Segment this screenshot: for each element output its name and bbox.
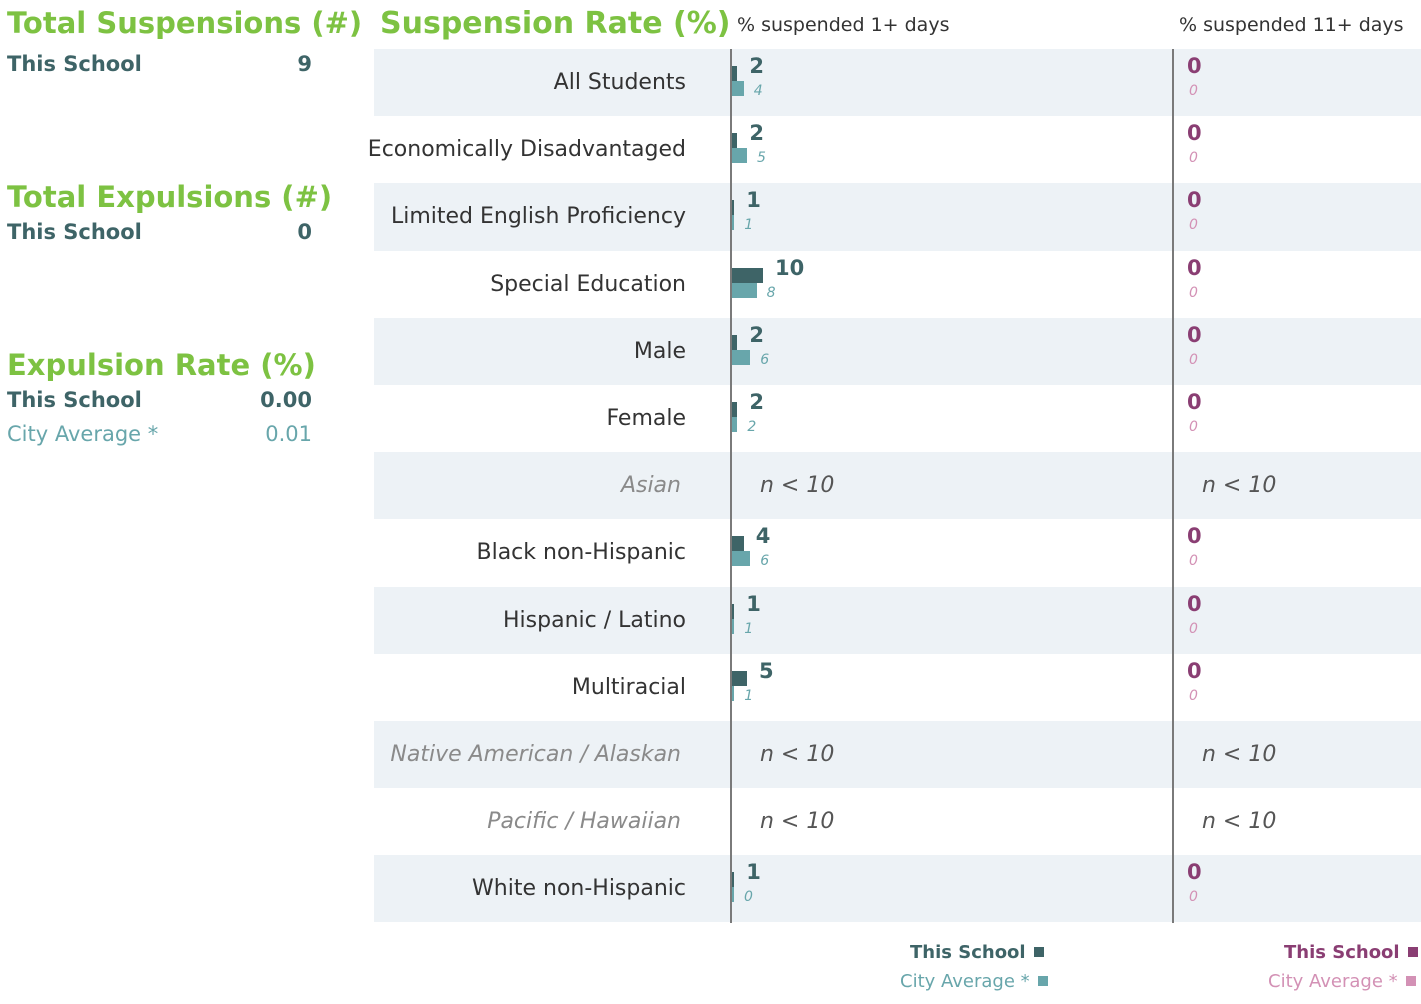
value-city-11-days: 0	[1189, 83, 1198, 99]
value-school-1-day: 1	[746, 591, 761, 616]
category-label: Multiracial	[571, 674, 686, 700]
chart-title: Suspension Rate (%)	[380, 6, 731, 41]
value-city-11-days: 0	[1189, 620, 1198, 637]
value-school-1-day: 5	[759, 658, 774, 683]
chart-row	[374, 183, 1421, 250]
column-header-11-days: % suspended 11+ days	[1179, 14, 1404, 36]
value-school-11-days: 0	[1187, 524, 1202, 549]
value-city-1-day: 2	[747, 418, 757, 435]
value-city-1-day: 5	[757, 150, 766, 167]
chart-row	[374, 855, 1421, 922]
legend-school-11-days-label: This School	[1284, 942, 1400, 963]
chart-row	[374, 587, 1421, 654]
chart-rows	[367, 49, 1421, 922]
category-label: White non-Hispanic	[472, 876, 686, 902]
value-school-11-days: 0	[1187, 389, 1202, 414]
value-school-11-days: 0	[1187, 54, 1202, 78]
value-school-11-days: 0	[1187, 255, 1202, 280]
category-label: Pacific / Hawaiian	[487, 809, 681, 835]
legend-school-1-day-swatch	[1034, 947, 1044, 957]
total-expulsions-label: This School	[7, 220, 142, 244]
total-suspensions-label: This School	[7, 52, 142, 76]
legend-city-1-day-label: City Average *	[900, 971, 1030, 992]
expulsion-rate-title: Expulsion Rate (%)	[7, 348, 316, 382]
legend-school-1-day-label: This School	[910, 942, 1026, 963]
value-city-1-day: 1	[744, 620, 754, 637]
value-city-11-days: 0	[1189, 284, 1198, 301]
expulsion-rate-city-label: City Average *	[7, 422, 159, 446]
category-label: Native American / Alaskan	[390, 741, 681, 767]
legend-city-11-days-swatch	[1406, 976, 1416, 986]
value-city-1-day: 1	[744, 217, 754, 234]
bar-city-1-day	[731, 350, 750, 365]
bar-city-1-day	[731, 283, 757, 298]
category-label: Special Education	[490, 271, 686, 297]
suppressed-label-11-days: n < 10	[1202, 809, 1277, 835]
value-city-11-days: 0	[1189, 351, 1198, 368]
legend-city-11-days-label: City Average *	[1268, 971, 1398, 992]
legend-school-11-days-swatch	[1408, 947, 1418, 957]
bar-school-1-day	[731, 536, 744, 551]
expulsion-rate-city-value: 0.01	[265, 422, 312, 446]
total-expulsions-row	[7, 220, 312, 244]
category-label: Economically Disadvantaged	[367, 137, 686, 163]
axis-11-days	[1172, 49, 1174, 923]
column-header-1-day: % suspended 1+ days	[737, 14, 950, 36]
value-school-1-day: 2	[749, 121, 765, 146]
category-label: All Students	[553, 70, 686, 95]
bar-city-1-day	[731, 81, 744, 96]
value-school-1-day: 2	[749, 389, 765, 414]
category-label: Limited English Proficiency	[390, 204, 686, 230]
suppressed-label-1-day: n < 10	[760, 473, 835, 499]
suppressed-label-1-day: n < 10	[760, 809, 835, 835]
bar-city-1-day	[731, 148, 747, 163]
legend-city-1-day	[900, 971, 1048, 992]
value-city-1-day: 0	[744, 889, 753, 906]
total-suspensions-row	[7, 52, 312, 76]
bar-school-1-day	[731, 671, 747, 686]
legend-school-11-days	[1284, 942, 1418, 963]
suppressed-label-1-day: n < 10	[760, 741, 835, 767]
bar-city-1-day	[731, 551, 750, 566]
chart-row	[374, 721, 1421, 788]
value-city-11-days: 0	[1189, 889, 1198, 906]
chart-row	[374, 654, 1421, 721]
value-city-11-days: 0	[1189, 418, 1198, 435]
value-city-11-days: 0	[1189, 217, 1198, 234]
value-school-11-days: 0	[1187, 591, 1202, 616]
category-label: Black non-Hispanic	[476, 540, 686, 566]
value-city-11-days: 0	[1189, 150, 1198, 167]
category-label: Asian	[620, 473, 681, 499]
value-city-1-day: 4	[753, 83, 763, 99]
total-expulsions-value: 0	[297, 220, 312, 244]
suppressed-label-11-days: n < 10	[1202, 473, 1277, 499]
chart-row	[374, 49, 1421, 116]
value-school-11-days: 0	[1187, 658, 1202, 683]
expulsion-rate-school-row	[7, 388, 312, 412]
value-school-11-days: 0	[1187, 860, 1202, 885]
bar-school-1-day	[731, 268, 763, 283]
value-school-1-day: 4	[755, 524, 771, 549]
axis-1-day	[730, 49, 732, 923]
value-school-11-days: 0	[1187, 188, 1202, 213]
expulsion-rate-school-label: This School	[7, 388, 142, 412]
expulsion-rate-city-row	[7, 422, 312, 446]
value-city-11-days: 0	[1189, 687, 1198, 704]
category-label: Hispanic / Latino	[503, 607, 686, 633]
suppressed-label-11-days: n < 10	[1202, 741, 1277, 767]
value-school-11-days: 0	[1187, 322, 1202, 347]
value-city-1-day: 6	[760, 351, 770, 368]
expulsion-rate-school-value: 0.00	[260, 388, 312, 412]
category-label: Female	[606, 405, 686, 431]
chart-row	[374, 788, 1421, 855]
value-city-1-day: 6	[760, 553, 770, 570]
total-expulsions-title: Total Expulsions (#)	[7, 180, 333, 214]
chart-row	[367, 116, 1421, 183]
value-school-1-day: 2	[749, 54, 765, 78]
value-school-1-day: 1	[746, 188, 761, 213]
total-suspensions-value: 9	[297, 52, 312, 76]
value-city-1-day: 8	[766, 284, 776, 301]
chart-row	[374, 251, 1421, 318]
chart-row	[374, 519, 1421, 586]
legend-school-1-day	[910, 942, 1044, 963]
value-school-1-day: 1	[746, 860, 761, 885]
value-school-1-day: 10	[775, 255, 805, 280]
chart-row	[374, 385, 1421, 452]
total-suspensions-title: Total Suspensions (#)	[7, 6, 363, 40]
chart-row	[374, 452, 1421, 519]
value-school-1-day: 2	[749, 322, 765, 347]
chart-row	[374, 318, 1421, 385]
legend-city-11-days	[1268, 971, 1416, 992]
legend-city-1-day-swatch	[1038, 976, 1048, 986]
value-city-1-day: 1	[744, 687, 754, 704]
value-school-11-days: 0	[1187, 121, 1202, 146]
category-label: Male	[633, 338, 686, 364]
value-city-11-days: 0	[1189, 553, 1198, 570]
